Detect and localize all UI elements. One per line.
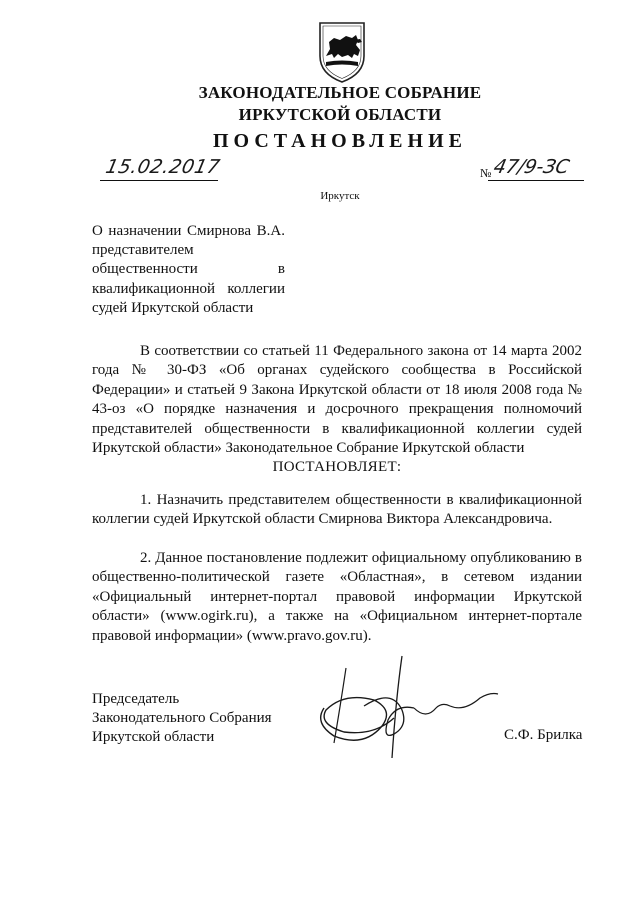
document-type-title: ПОСТАНОВЛЕНИЕ	[213, 130, 467, 152]
item-2-paragraph: 2. Данное постановление подлежит официальному опубликованию в общественно-политической газете «Областная», в сетевом издании «Официальный интернет-портал правовой информации Иркутской области» (www.ogirk.ru), а также на «Официальном интернет-портале правовой информации» (www.pravo.gov.ru).	[92, 550, 582, 644]
org-name-line1: ЗАКОНОДАТЕЛЬНОЕ СОБРАНИЕ	[198, 83, 482, 102]
signer-title-line1: Председатель	[92, 691, 180, 707]
number-underline	[488, 180, 584, 181]
org-name-line2: ИРКУТСКОЙ ОБЛАСТИ	[238, 105, 442, 124]
handwritten-signature	[304, 648, 500, 766]
document-number: 47/9-ЗС	[491, 156, 572, 178]
number-sign: №	[480, 166, 492, 180]
signer-name: С.Ф. Брилка	[504, 727, 583, 743]
document-subject: О назначении Смирнова В.А. представителем общественности в квалификационной коллегии судей Иркутской области	[92, 223, 285, 316]
date-underline	[100, 180, 218, 181]
signer-title-line3: Иркутской области	[92, 729, 215, 746]
document-city: Иркутск	[320, 190, 360, 202]
irkutsk-coat-of-arms-icon	[316, 20, 368, 84]
preamble-paragraph: В соответствии со статьей 11 Федерального закона от 14 марта 2002 года № 30-ФЗ «Об органах судейского сообщества в Российской Федерации» и статьей 9 Закона Иркутской области от 18 июля 2008 года № 43-оз «О порядке назначения и досрочного прекращения полномочий представителей общественности в квалификационной коллегии судей Иркутской области» Законодательное Собрание Иркутской области	[92, 343, 582, 457]
document-date: 15.02.2017	[103, 156, 223, 178]
item-1-paragraph: 1. Назначить представителем общественности в квалификационной коллегии судей Иркутской области Смирнова Виктора Александровича.	[92, 492, 582, 528]
signer-title	[92, 690, 272, 748]
resolves-heading: ПОСТАНОВЛЯЕТ:	[272, 459, 402, 475]
signer-title-line2: Законодательного Собрания	[92, 710, 272, 727]
